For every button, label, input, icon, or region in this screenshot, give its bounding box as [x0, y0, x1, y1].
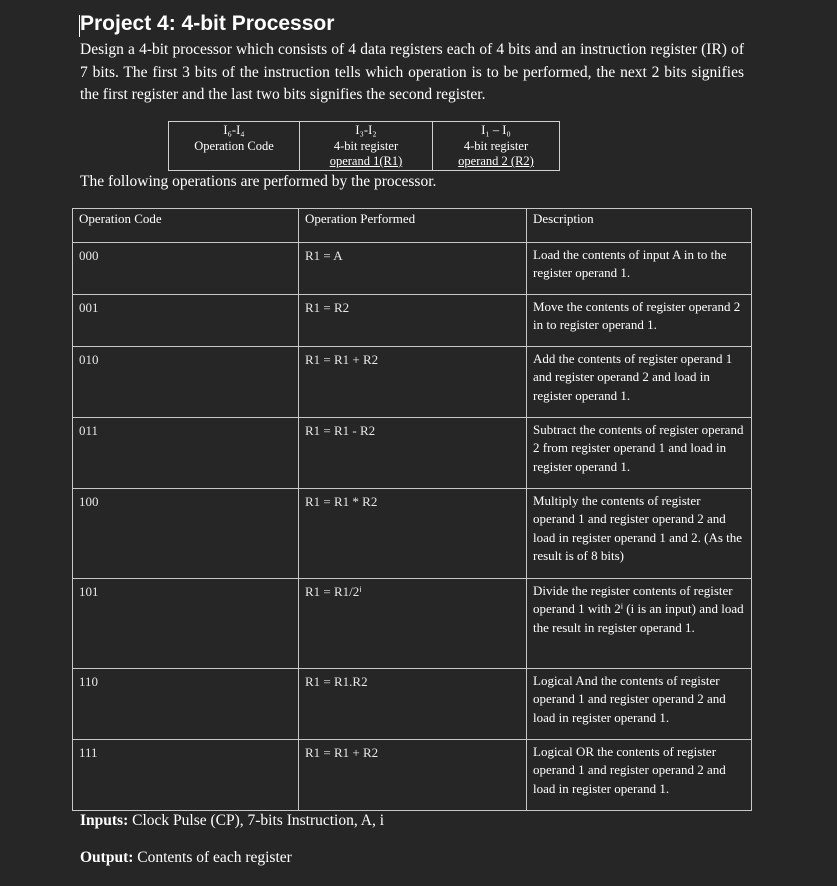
ir-field-bits: I₃-I₂	[355, 123, 377, 137]
op-description: Load the contents of input A in to the register operand 1.	[527, 243, 752, 295]
table-row	[73, 295, 752, 347]
op-description: Multiply the contents of register operand 1 and register operand 2 and load in register operand 1 and 2. (As the result is of 8 bits)	[527, 489, 752, 579]
header-operation-performed: Operation Performed	[299, 209, 527, 243]
instruction-format-table	[168, 121, 560, 171]
inputs-line	[80, 812, 384, 830]
op-code: 101	[73, 579, 299, 669]
op-performed: R1 = R1/2ⁱ	[299, 579, 527, 669]
op-description: Logical And the contents of register operand 1 and register operand 2 and load in register operand 1.	[527, 669, 752, 740]
op-performed: R1 = R1.R2	[299, 669, 527, 740]
operations-intro: The following operations are performed by the processor.	[80, 173, 437, 190]
header-operation-code: Operation Code	[73, 209, 299, 243]
ir-field-desc: 4-bit register	[463, 138, 529, 153]
operations-table	[72, 208, 752, 811]
inputs-text: Clock Pulse (CP), 7-bits Instruction, A, i	[128, 812, 384, 829]
header-description: Description	[527, 209, 752, 243]
table-row	[73, 489, 752, 579]
table-row	[73, 669, 752, 740]
op-code: 100	[73, 489, 299, 579]
op-code: 010	[73, 347, 299, 418]
table-row	[73, 579, 752, 669]
op-description: Add the contents of register operand 1 and register operand 2 and load in register operand 1.	[527, 347, 752, 418]
op-performed: R1 = R1 - R2	[299, 418, 527, 489]
op-code: 110	[73, 669, 299, 740]
op-code: 000	[73, 243, 299, 295]
inputs-label: Inputs:	[80, 812, 129, 829]
op-performed: R1 = R1 + R2	[299, 740, 527, 811]
ir-field-desc-2: operand 2 (R2)	[458, 154, 534, 168]
output-text: Contents of each register	[133, 849, 292, 866]
table-row	[73, 347, 752, 418]
op-description: Logical OR the contents of register operand 1 and register operand 2 and load in register operand 1.	[527, 740, 752, 811]
output-line	[80, 849, 292, 867]
table-row	[73, 243, 752, 295]
op-performed: R1 = R1 + R2	[299, 347, 527, 418]
op-performed: R1 = R1 * R2	[299, 489, 527, 579]
table-row	[73, 740, 752, 811]
op-code: 111	[73, 740, 299, 811]
table-header-row	[73, 209, 752, 243]
op-description: Divide the register contents of register operand 1 with 2ⁱ (i is an input) and load the result in register operand 1.	[527, 579, 752, 669]
op-code: 011	[73, 418, 299, 489]
op-performed: R1 = A	[299, 243, 527, 295]
op-code: 001	[73, 295, 299, 347]
ir-field-r2	[433, 122, 560, 171]
ir-field-desc: Operation Code	[194, 138, 274, 153]
op-description: Subtract the contents of register operand 2 from register operand 1 and load in register operand 1.	[527, 418, 752, 489]
ir-field-desc-2: operand 1(R1)	[329, 154, 403, 168]
page-title: Project 4: 4-bit Processor	[80, 12, 335, 35]
ir-field-bits: I₆-I₄	[223, 123, 245, 137]
ir-field-bits: I₁ – I₀	[481, 123, 511, 137]
ir-field-opcode	[169, 122, 300, 171]
intro-paragraph: Design a 4-bit processor which consists of 4 data registers each of 4 bits and an instruction register (IR) of 7 bits. The first 3 bits of the instruction tells which operation is to be performed, the next 2 bits signifies the first register and the last two bits signifies the second register.	[80, 41, 744, 104]
ir-field-r1	[300, 122, 433, 171]
output-label: Output:	[80, 849, 134, 866]
ir-field-desc: 4-bit register	[333, 138, 399, 153]
table-row	[73, 418, 752, 489]
op-performed: R1 = R2	[299, 295, 527, 347]
op-description: Move the contents of register operand 2 in to register operand 1.	[527, 295, 752, 347]
